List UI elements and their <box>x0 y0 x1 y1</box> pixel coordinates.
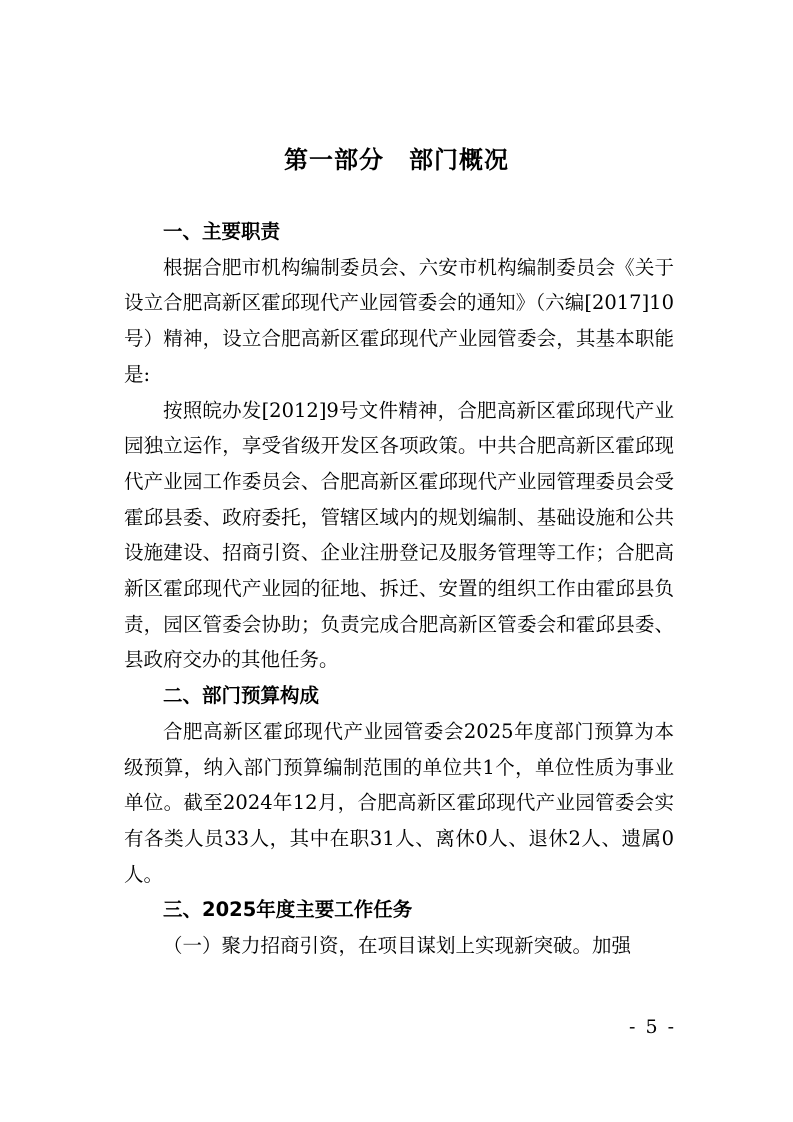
page-title: 第一部分 部门概况 <box>284 146 509 174</box>
paragraph-duties-detail: 按照皖办发[2012]9号文件精神，合肥高新区霍邱现代产业园独立运作，享受省级开发区各项政策。中共合肥高新区霍邱现代产业园工作委员会、合肥高新区霍邱现代产业园管理委员会受霍邱县委、政府委托，管辖区域内的规划编制、基础设施和公共设施建设、招商引资、企业注册登记及服务管理等工作；合肥高新区霍邱现代产业园的征地、拆迁、安置的组织工作由霍邱县负责，园区管委会协助；负责完成合肥高新区管委会和霍邱县委、县政府交办的其他任务。 <box>124 398 674 672</box>
paragraph-main-tasks-1: （一）聚力招商引资，在项目谋划上实现新突破。加强 <box>163 934 632 958</box>
document-body <box>124 214 674 964</box>
page-number: - 5 - <box>628 1016 676 1038</box>
section-heading-duties: 一、主要职责 <box>163 220 281 243</box>
paragraph-budget-composition: 合肥高新区霍邱现代产业园管委会2025年度部门预算为本级预算，纳入部门预算编制范围的单位共1个，单位性质为事业单位。截至2024年12月，合肥高新区霍邱现代产业园管委会实有各类人员33人，其中在职31人、离休0人、退休2人、遗属0人。 <box>124 719 674 886</box>
section-heading-main-tasks: 三、2025年度主要工作任务 <box>163 898 413 922</box>
paragraph-duties-basis: 根据合肥市机构编制委员会、六安市机构编制委员会《关于设立合肥高新区霍邱现代产业园管委会的通知》（六编[2017]10号）精神，设立合肥高新区霍邱现代产业园管委会，其基本职能是: <box>124 255 674 386</box>
section-heading-budget-composition: 二、部门预算构成 <box>163 684 320 708</box>
